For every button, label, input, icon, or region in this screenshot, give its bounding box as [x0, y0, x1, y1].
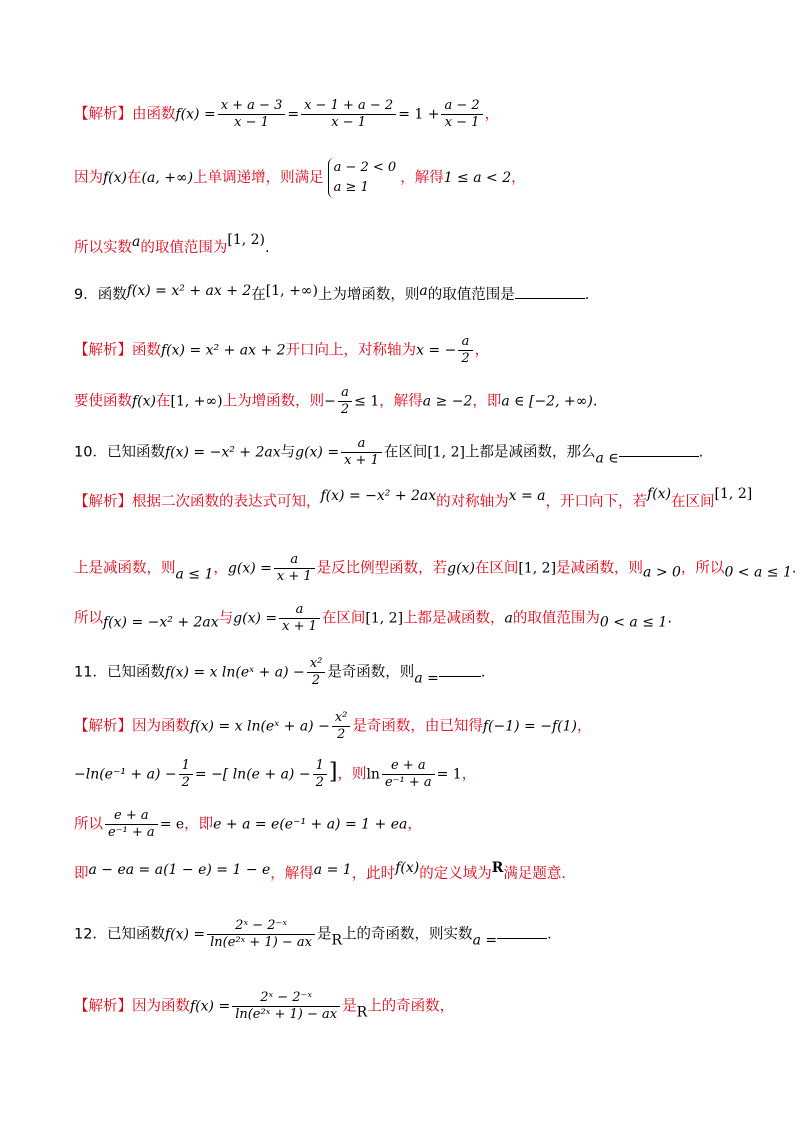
text: 与	[280, 444, 296, 461]
punct: .	[480, 664, 486, 681]
text: 所以实数	[74, 240, 132, 256]
fraction	[382, 758, 435, 791]
punct: ，	[407, 816, 422, 833]
text: 所以	[74, 610, 103, 627]
text: 上为增函数，则	[317, 287, 420, 303]
math-aeq: a =	[414, 670, 439, 687]
math-solution: a = 1	[313, 862, 352, 878]
math-le: a ≤ 1	[175, 566, 214, 583]
numerator: a	[338, 385, 352, 402]
math-real-set: R	[356, 1004, 368, 1021]
text: 是奇函数，由已知得	[352, 718, 483, 735]
text: 在	[127, 170, 142, 186]
punct: ，	[213, 560, 228, 577]
text: 因为函数	[132, 718, 190, 735]
text: ，开口向下，若	[545, 494, 648, 510]
text: 函数	[132, 342, 161, 359]
math-interval: [1, 2]	[518, 560, 557, 577]
math-eq: = 1	[436, 766, 462, 783]
math-eq: = 1 +	[398, 106, 440, 123]
punct: ，	[474, 342, 490, 359]
text: 是	[317, 926, 332, 943]
answer-blank	[497, 938, 547, 939]
denominator: x − 1	[234, 115, 269, 130]
denominator: 2	[181, 775, 190, 790]
q9-analysis-line-1	[74, 334, 760, 367]
text: 的取值范围为	[140, 240, 228, 256]
numerator: a	[279, 602, 320, 619]
math-le: ≤ 1	[354, 393, 380, 410]
fraction	[232, 990, 340, 1023]
fraction	[338, 385, 352, 418]
analysis-tag: 【解析】	[74, 342, 132, 359]
math-fx: f(x)	[132, 393, 157, 410]
numerator: x + a − 3	[218, 98, 286, 115]
math-fx: f(x)	[647, 486, 672, 502]
text: 即	[74, 866, 89, 882]
math-eq: a − ea = a(1 − e) = 1 − e	[88, 862, 271, 878]
text: ，解得	[270, 866, 314, 882]
fraction	[332, 710, 351, 743]
text: 上是减函数，则	[74, 560, 176, 577]
math-eq: f(−1) = −f(1)	[482, 718, 577, 735]
math-gx: g(x) =	[233, 610, 278, 627]
math-var: a	[132, 234, 141, 250]
punct: .	[547, 926, 552, 943]
numerator: a	[274, 552, 315, 569]
math-eq: =	[287, 106, 300, 123]
numerator: a	[341, 436, 382, 453]
text: 根据二次函数的表达式可知，	[132, 494, 321, 510]
text: 满足题意.	[503, 866, 566, 882]
q11-analysis-line-3	[74, 808, 760, 841]
text: 的取值范围为	[512, 610, 600, 627]
fraction	[313, 758, 327, 791]
text: 开口向上，对称轴为	[285, 342, 417, 359]
math-real-set: R	[331, 932, 343, 949]
text: ，则	[337, 766, 367, 783]
system-row-1: a − 2 < 0	[333, 160, 397, 175]
analysis-tag: 【解析】	[74, 494, 132, 510]
math-gx: g(x) =	[227, 560, 272, 577]
punct: .	[698, 444, 704, 461]
math-interval: [1, 2]	[427, 444, 465, 461]
q10-analysis-line-3	[74, 602, 760, 635]
math-interval: [1, 2]	[714, 486, 753, 502]
numerator: 1	[179, 758, 193, 775]
denominator: 2	[315, 775, 324, 790]
math-axis: x = −	[416, 342, 457, 359]
answer-blank	[439, 676, 481, 677]
text: 上都是减函数，	[403, 610, 505, 627]
punct: .	[667, 610, 672, 627]
math-aeq: a =	[472, 932, 498, 949]
denominator: x + 1	[276, 569, 312, 584]
math-fx: f(x) =	[175, 106, 216, 123]
text: 因为	[74, 170, 103, 186]
numerator: e + a	[105, 808, 158, 825]
fraction	[307, 656, 326, 689]
math-result: a ∈ [−2, +∞)	[501, 393, 593, 410]
text: 的定义域为	[419, 866, 492, 882]
q9-analysis-line-2	[74, 385, 760, 418]
fraction	[279, 602, 320, 635]
math-fx: f(x) = x ln(eˣ + a) −	[164, 664, 305, 681]
math-mid: = −[ ln(e + a) −	[194, 766, 311, 783]
math-fx: f(x) =	[164, 926, 206, 943]
q11-analysis-line-4	[74, 858, 760, 884]
text: 上为增函数，则	[222, 393, 325, 410]
punct: ，	[461, 766, 477, 783]
numerator: 2ˣ − 2⁻ˣ	[232, 990, 340, 1007]
denominator: 2	[461, 351, 470, 366]
question-prefix: 10．已知函数	[74, 444, 165, 461]
text: ，即	[472, 393, 502, 410]
math-ln: ln	[366, 766, 380, 783]
system-row-2: a ≥ 1	[333, 180, 369, 195]
analysis-tag: 【解析】	[74, 998, 132, 1015]
math-fx: f(x) =	[190, 998, 231, 1015]
denominator: ln(e²ˣ + 1) − ax	[210, 935, 313, 950]
question-12	[74, 918, 760, 951]
math-eq: e + a = e(e⁻¹ + a) = 1 + ea	[213, 816, 408, 833]
punct: .	[791, 560, 797, 577]
text: ，解得	[379, 393, 423, 410]
text: 是	[342, 998, 357, 1015]
text: 上单调递增，则满足	[193, 170, 324, 186]
denominator: 2	[311, 673, 321, 688]
question-10	[74, 436, 760, 469]
math-lhs: −ln(e⁻¹ + a) −	[74, 766, 177, 783]
math-var: a	[504, 610, 513, 627]
math-ain: a ∈	[595, 450, 619, 467]
numerator: e + a	[382, 758, 435, 775]
prev-analysis-line-1	[74, 98, 760, 131]
math-gx: g(x) =	[295, 444, 340, 461]
fraction	[179, 758, 193, 791]
question-prefix: 12．已知函数	[74, 926, 165, 943]
math-result: 0 < a ≤ 1	[724, 564, 792, 581]
punct: .	[265, 240, 270, 256]
fraction	[218, 98, 286, 131]
q11-analysis-line-1	[74, 710, 760, 743]
math-interval: (a, +∞)	[141, 170, 194, 186]
math-real-set: R	[491, 860, 504, 876]
text: 与	[218, 610, 234, 627]
text: 上的奇函数，则实数	[342, 926, 473, 943]
text: ，解得	[400, 170, 444, 186]
text: ，所以	[680, 560, 725, 577]
answer-blank	[515, 298, 585, 299]
math-interval: [1, 2)	[227, 232, 265, 248]
text: 上的奇函数，	[367, 998, 455, 1015]
text: 在	[156, 393, 171, 410]
math-fx: f(x)	[395, 860, 420, 876]
fraction	[441, 98, 482, 131]
denominator: x − 1	[331, 115, 367, 130]
numerator: x²	[332, 710, 351, 727]
text: 在区间	[321, 610, 366, 627]
text: 因为函数	[132, 998, 190, 1015]
math-solution: 1 ≤ a < 2	[443, 170, 512, 186]
math-fx: f(x) = x² + ax + 2	[161, 342, 286, 359]
fraction	[105, 808, 158, 841]
text: 在区间	[383, 444, 428, 461]
denominator: e⁻¹ + a	[384, 775, 432, 790]
fraction	[301, 98, 396, 131]
math-var: a	[419, 283, 428, 299]
text: 是减函数，则	[556, 560, 644, 577]
text: 由函数	[132, 106, 176, 123]
text: 所以	[74, 816, 103, 833]
denominator: x + 1	[344, 453, 379, 468]
math-axis: x = a	[508, 488, 546, 504]
fraction	[458, 334, 472, 367]
denominator: ln(e²ˣ + 1) − ax	[235, 1007, 338, 1022]
punct: .	[592, 393, 598, 410]
math-eq: = e	[159, 816, 185, 833]
denominator: 2	[340, 402, 350, 417]
numerator: 1	[313, 758, 327, 775]
fraction	[207, 918, 315, 951]
question-prefix: 9．函数	[74, 287, 127, 303]
q12-analysis-line-1	[74, 990, 760, 1023]
prev-analysis-line-3	[74, 230, 760, 258]
answer-blank	[619, 456, 699, 457]
numerator: a − 2	[441, 98, 482, 115]
denominator: x − 1	[444, 115, 480, 130]
math-minus: −	[324, 393, 336, 410]
analysis-tag: 【解析】	[74, 718, 132, 735]
analysis-tag: 【解析】	[74, 106, 132, 123]
numerator: x − 1 + a − 2	[301, 98, 396, 115]
text: 是奇函数，则	[327, 664, 415, 681]
math-interval: [1, +∞)	[265, 283, 318, 299]
numerator: 2ˣ − 2⁻ˣ	[207, 918, 315, 935]
text: 是反比例型函数，若	[316, 560, 448, 577]
q11-analysis-line-2	[74, 758, 760, 791]
fraction	[274, 552, 315, 585]
punct: ，	[511, 170, 526, 186]
math-bracket: ]	[328, 759, 338, 785]
text: 在区间	[671, 494, 715, 510]
math-fx: f(x)	[103, 170, 128, 186]
prev-analysis-line-2	[74, 158, 760, 198]
text: ，即	[184, 816, 214, 833]
math-gt: a > 0	[643, 564, 681, 581]
math-solution: a ≥ −2	[422, 393, 473, 410]
punct: ，	[484, 106, 500, 123]
text: 的取值范围是	[427, 287, 515, 303]
math-fx: f(x) = x ln(eˣ + a) −	[190, 718, 330, 735]
denominator: x + 1	[282, 619, 317, 634]
punct: .	[584, 287, 590, 303]
text: 在区间	[474, 560, 519, 577]
numerator: x²	[307, 656, 326, 673]
question-9	[74, 281, 760, 305]
q10-analysis-line-2	[74, 552, 797, 585]
math-interval: [1, +∞)	[170, 393, 223, 410]
inequality-system	[328, 158, 397, 198]
text: 上都是减函数，那么	[464, 444, 596, 461]
q10-analysis-line-1	[74, 484, 760, 512]
math-fx: f(x) = −x² + 2ax	[103, 614, 219, 631]
numerator: a	[458, 334, 472, 351]
math-fx: f(x) = x² + ax + 2	[126, 283, 252, 299]
text: 在	[251, 287, 266, 303]
text: ，此时	[351, 866, 396, 882]
fraction	[341, 436, 382, 469]
denominator: 2	[336, 727, 346, 742]
text: 的对称轴为	[436, 494, 509, 510]
punct: ，	[576, 718, 592, 735]
text: 要使函数	[74, 393, 132, 410]
math-fx: f(x) = −x² + 2ax	[164, 444, 281, 461]
math-result: 0 < a ≤ 1	[599, 614, 668, 631]
question-11	[74, 656, 760, 689]
math-fx: f(x) = −x² + 2ax	[320, 488, 437, 504]
question-prefix: 11．已知函数	[74, 664, 165, 681]
denominator: e⁻¹ + a	[108, 825, 155, 840]
math-interval: [1, 2]	[365, 610, 404, 627]
math-gx: g(x)	[447, 560, 475, 577]
